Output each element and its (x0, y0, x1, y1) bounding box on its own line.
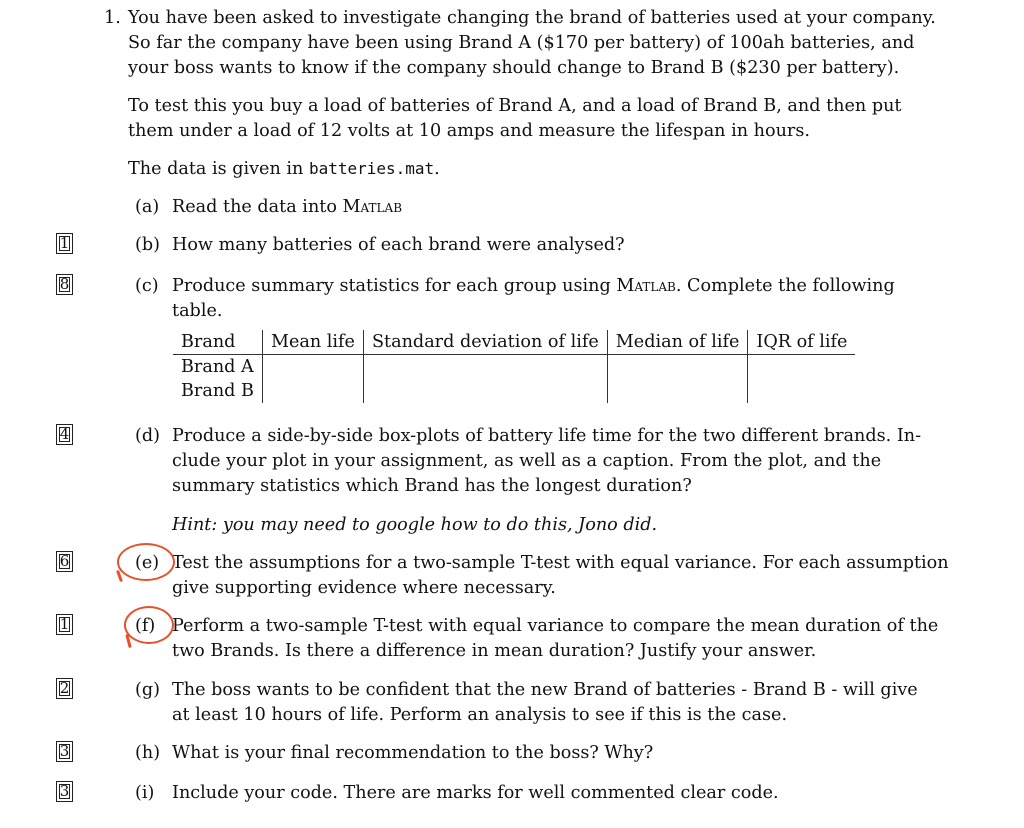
table-row (173, 379, 855, 403)
circle-annotation-f (124, 606, 174, 644)
part-c-text-1a: Produce summary statistics for each group using (172, 276, 617, 296)
part-b-label: (b) (135, 235, 160, 255)
summary-statistics-table (173, 330, 855, 403)
mark-box-d: 4 (56, 424, 73, 445)
circle-annotation-e (117, 543, 175, 581)
part-g-line-2: at least 10 hours of life. Perform an analysis to see if this is the case. (172, 705, 788, 725)
mark-box-f: 1 (56, 614, 73, 635)
intro-line-3: your boss wants to know if the company should change to Brand B ($230 per battery). (128, 58, 900, 78)
part-a-matlab: Matlab (342, 197, 403, 217)
part-d-line-1: Produce a side-by-side box-plots of battery life time for the two different brands. In- (172, 426, 922, 446)
cell-a-median[interactable] (607, 355, 748, 380)
data-file-name: batteries.mat (308, 159, 435, 178)
mark-box-i: 3 (56, 781, 73, 802)
question-number: 1. (104, 8, 121, 28)
data-sentence (128, 157, 440, 181)
test-line-1: To test this you buy a load of batteries of Brand A, and a load of Brand B, and then put (128, 96, 902, 116)
part-c-label: (c) (135, 276, 159, 296)
part-f-line-2: two Brands. Is there a difference in mean duration? Justify your answer. (172, 641, 817, 661)
part-d-line-2: clude your plot in your assignment, as well as a caption. From the plot, and the (172, 451, 882, 471)
mark-box-e: 6 (56, 551, 73, 572)
part-c-text-1 (172, 274, 895, 298)
data-suffix: . (434, 159, 440, 179)
part-a-label: (a) (135, 197, 160, 217)
cell-a-std[interactable] (363, 355, 607, 380)
test-line-2: them under a load of 12 volts at 10 amps and measure the lifespan in hours. (128, 121, 810, 141)
part-f-label: (f) (135, 616, 156, 636)
cell-b-std[interactable] (363, 379, 607, 403)
part-i-label: (i) (135, 783, 155, 803)
cell-brand-b: Brand B (181, 381, 254, 401)
part-g-line-1: The boss wants to be confident that the new Brand of batteries - Brand B - will give (172, 680, 918, 700)
cell-a-mean[interactable] (262, 355, 363, 380)
mark-box-h: 3 (56, 741, 73, 762)
col-brand: Brand (173, 330, 262, 355)
part-d-label: (d) (135, 426, 160, 446)
part-e-line-2: give supporting evidence where necessary. (172, 578, 556, 598)
cell-b-iqr[interactable] (748, 379, 856, 403)
mark-box-b: 1 (56, 233, 73, 254)
part-i-text: Include your code. There are marks for well commented clear code. (172, 783, 779, 803)
part-g-label: (g) (135, 680, 160, 700)
mark-box-g: 2 (56, 678, 73, 699)
part-d-line-3: summary statistics which Brand has the longest duration? (172, 476, 692, 496)
part-d-hint: Hint: you may need to google how to do this, Jono did. (172, 515, 658, 535)
part-e-line-1: Test the assumptions for a two-sample T-test with equal variance. For each assumption (172, 553, 949, 573)
part-a-text (172, 195, 402, 219)
col-median-life: Median of life (607, 330, 748, 355)
part-h-label: (h) (135, 743, 161, 763)
part-c-text-1b: . Complete the following (675, 276, 895, 296)
col-iqr-life: IQR of life (748, 330, 856, 355)
part-c-matlab: Matlab (616, 276, 676, 296)
table-row (173, 355, 855, 380)
cell-b-mean[interactable] (262, 379, 363, 403)
part-e-label: (e) (135, 553, 160, 573)
data-prefix: The data is given in (128, 159, 309, 179)
part-f-line-1: Perform a two-sample T-test with equal variance to compare the mean duration of the (172, 616, 939, 636)
part-a-text-main: Read the data into (172, 197, 343, 217)
intro-line-2: So far the company have been using Brand A ($170 per battery) of 100ah batteries, and (128, 33, 915, 53)
mark-box-c: 8 (56, 274, 73, 295)
cell-b-median[interactable] (607, 379, 748, 403)
col-std-life: Standard deviation of life (363, 330, 607, 355)
cell-a-iqr[interactable] (748, 355, 856, 380)
part-h-text: What is your final recommendation to the boss? Why? (172, 743, 654, 763)
table-header-row (173, 330, 855, 355)
col-mean-life: Mean life (262, 330, 363, 355)
part-c-text-2: table. (172, 301, 223, 321)
cell-brand-a: Brand A (181, 357, 254, 377)
part-b-text: How many batteries of each brand were analysed? (172, 235, 625, 255)
intro-line-1: You have been asked to investigate changing the brand of batteries used at your company. (128, 8, 936, 28)
